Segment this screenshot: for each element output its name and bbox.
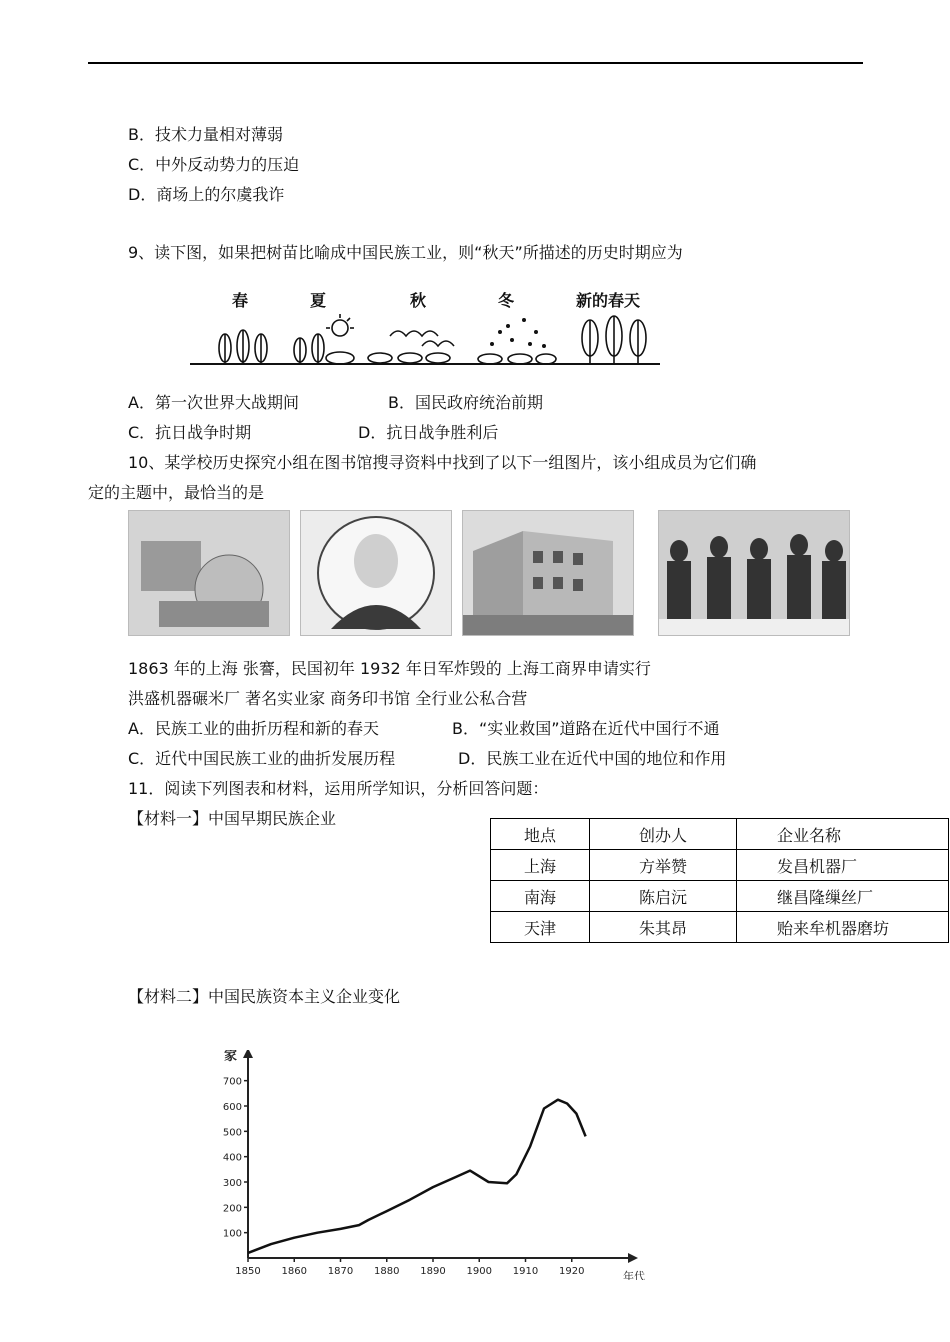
table-header-row [491,819,949,850]
early-enterprises-table [490,818,949,943]
q10-option-b: B．“实业救国”道路在近代中国行不通 [452,719,720,738]
y-tick-label: 500 [222,1127,242,1139]
x-tick-label: 1870 [327,1266,354,1277]
season-label-summer: 夏 [310,291,327,310]
table-cell: 方举赞 [590,850,737,881]
photo-zhang-jian-portrait [300,510,452,636]
y-tick-label: 600 [222,1102,242,1113]
x-axis-arrow [628,1253,638,1263]
y-tick-label: 200 [222,1203,242,1215]
seasons-figure [190,286,660,370]
table-header-cell: 创办人 [590,819,737,850]
q10-option-a: A．民族工业的曲折历程和新的春天 [128,719,379,738]
photo-joint-ownership-crowd [658,510,850,636]
season-label-spring: 春 [232,291,249,310]
q9-option-c: C．抗日战争时期 [128,423,252,442]
table-cell: 上海 [491,850,590,881]
material2-title: 【材料二】中国民族资本主义企业变化 [128,987,401,1006]
q10-option-d: D．民族工业在近代中国的地位和作用 [458,749,727,768]
q8-option-d: D．商场上的尔虞我诈 [128,185,285,204]
season-label-winter: 冬 [498,291,515,310]
table-row [491,881,949,912]
x-axis-label: 年代 [623,1270,645,1280]
season-label-new-spring: 新的春天 [576,291,641,310]
q9-stem: 9、读下图，如果把树苗比喻成中国民族工业，则“秋天”所描述的历史时期应为 [128,243,683,262]
y-axis-arrow [243,1050,253,1058]
x-tick-label: 1880 [374,1266,400,1277]
q11-stem: 11．阅读下列图表和材料，运用所学知识，分析回答问题： [128,779,549,798]
y-axis-label: 家 [224,1050,238,1064]
q10-stem-line1: 10、某学校历史探究小组在图书馆搜寻资料中找到了以下一组图片，该小组成员为它们确 [128,453,757,472]
photo-commercial-press-ruins [462,510,634,636]
x-tick-label: 1920 [559,1266,585,1277]
x-tick-label: 1860 [281,1266,307,1277]
y-tick-label: 400 [222,1152,242,1164]
y-tick-label: 700 [222,1076,242,1088]
table-cell: 陈启沅 [590,881,737,912]
q9-option-b: B．国民政府统治前期 [388,393,543,412]
q9-option-d: D．抗日战争胜利后 [358,423,499,442]
q10-captions-line1: 1863 年的上海 张謇，民国初年 1932 年日军炸毁的 上海工商界申请实行 [128,659,651,678]
enterprise-line-chart [210,1050,650,1280]
table-cell: 发昌机器厂 [737,850,949,881]
table-cell: 继昌隆缫丝厂 [737,881,949,912]
q10-option-c: C．近代中国民族工业的曲折发展历程 [128,749,396,768]
photo-rice-mill [128,510,290,636]
series-line [248,1100,586,1253]
header-rule [88,62,863,64]
material1-title: 【材料一】中国早期民族企业 [128,809,337,828]
y-tick-label: 100 [222,1228,242,1240]
q10-captions-line2: 洪盛机器碾米厂 著名实业家 商务印书馆 全行业公私合营 [128,689,528,708]
seasons-illustration [190,286,660,370]
q9-option-a: A．第一次世界大战期间 [128,393,299,412]
table-cell: 天津 [491,912,590,943]
q10-stem-line2: 定的主题中，最恰当的是 [88,483,265,502]
x-tick-label: 1910 [512,1266,539,1277]
table-cell: 朱其昂 [590,912,737,943]
x-tick-label: 1900 [466,1266,492,1277]
table-header-cell: 企业名称 [737,819,949,850]
table-cell: 南海 [491,881,590,912]
table-header-cell: 地点 [491,819,590,850]
q8-option-c: C．中外反动势力的压迫 [128,155,300,174]
q10-photo-strip [128,510,853,638]
table-row [491,850,949,881]
x-tick-label: 1890 [420,1266,446,1277]
y-tick-label: 300 [222,1178,242,1189]
q8-option-b: B．技术力量相对薄弱 [128,125,283,144]
season-label-autumn: 秋 [410,291,427,310]
x-tick-label: 1850 [235,1266,261,1277]
enterprise-count-chart [210,1050,650,1280]
table-row [491,912,949,943]
table-cell: 贻来牟机器磨坊 [737,912,949,943]
